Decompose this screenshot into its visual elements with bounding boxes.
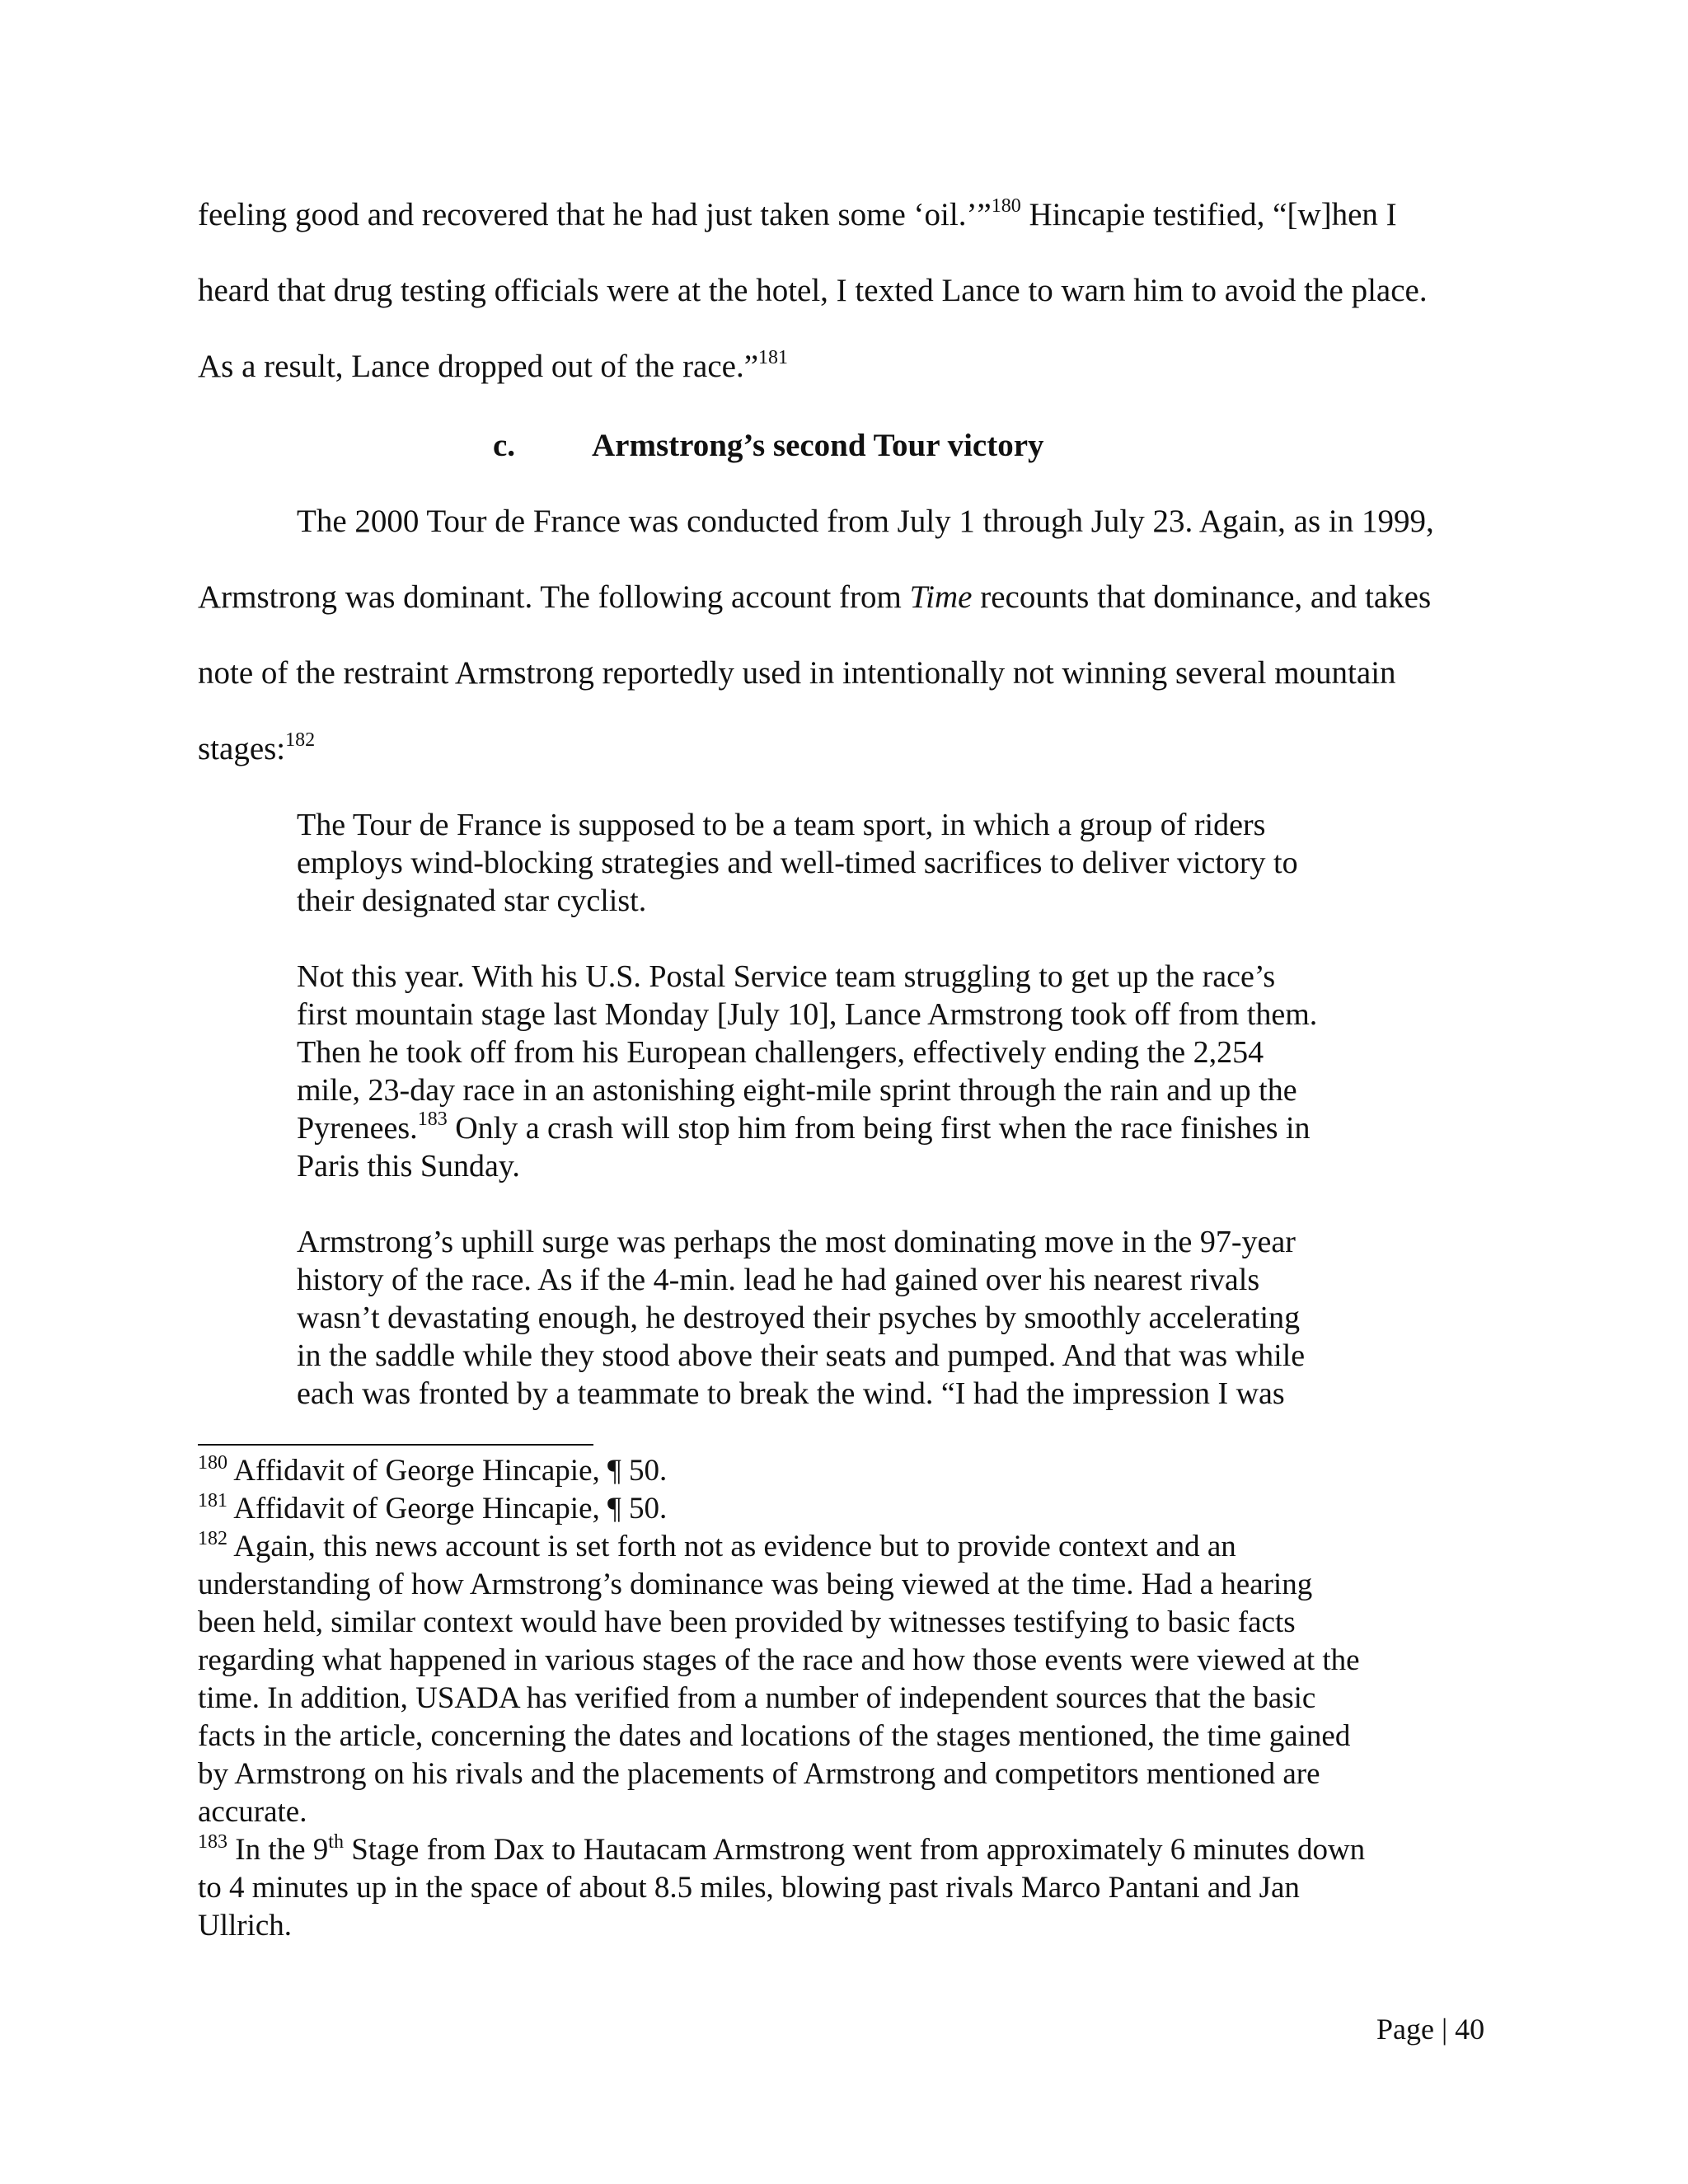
footnote-line: accurate. (198, 1795, 307, 1829)
body-line: The 2000 Tour de France was conducted from July 1 through July 23. Again, as in 1999, (297, 504, 1434, 539)
body-text: Hincapie testified, “[w]hen I (1020, 197, 1397, 232)
quote-text: Only a crash will stop him from being first when the race finishes in (447, 1111, 1311, 1146)
quote-line: history of the race. As if the 4-min. lead he had gained over his nearest rivals (297, 1263, 1260, 1297)
footnote-text: Again, this news account is set forth not as evidence but to provide context and an (227, 1530, 1236, 1563)
footnote-182 (198, 1528, 1236, 1566)
publication-title: Time (909, 579, 973, 615)
footnote-text: In the 9 (227, 1833, 329, 1867)
footnote-180 (198, 1452, 667, 1490)
footnote-number: 181 (198, 1490, 227, 1511)
footnote-line: regarding what happened in various stages of the race and how those events were viewed at the (198, 1643, 1360, 1677)
quote-line: first mountain stage last Monday [July 10], Lance Armstrong took off from them. (297, 997, 1318, 1032)
footnote-line: to 4 minutes up in the space of about 8.5 miles, blowing past rivals Marco Pantani and Jan (198, 1871, 1300, 1905)
footnote-line: been held, similar context would have been provided by witnesses testifying to basic facts (198, 1605, 1296, 1639)
ordinal-suffix: th (328, 1831, 344, 1853)
quote-line: wasn’t devastating enough, he destroyed their psyches by smoothly accelerating (297, 1301, 1301, 1335)
quote-text: Pyrenees. (297, 1111, 418, 1146)
body-line (198, 348, 788, 386)
quote-line: Then he took off from his European challengers, effectively ending the 2,254 (297, 1035, 1264, 1070)
footnote-line: facts in the article, concerning the dates and locations of the stages mentioned, the time gained (198, 1719, 1351, 1753)
section-label: c. (493, 428, 516, 463)
footnote-ref: 180 (991, 195, 1021, 217)
body-line: note of the restraint Armstrong reportedly used in intentionally not winning several mountain (198, 655, 1396, 691)
footnote-line: Ullrich. (198, 1909, 293, 1943)
quote-line: Armstrong’s uphill surge was perhaps the most dominating move in the 97-year (297, 1225, 1296, 1259)
quote-line: The Tour de France is supposed to be a team sport, in which a group of riders (297, 808, 1266, 842)
footnote-number: 183 (198, 1831, 227, 1853)
quote-line: employs wind-blocking strategies and well-timed sacrifices to deliver victory to (297, 846, 1298, 880)
footnote-line: by Armstrong on his rivals and the placements of Armstrong and competitors mentioned are (198, 1757, 1320, 1791)
quote-line: mile, 23-day race in an astonishing eight-mile sprint through the rain and up the (297, 1073, 1297, 1108)
footnote-ref: 182 (285, 729, 316, 751)
body-line (198, 579, 1431, 616)
footnote-181 (198, 1490, 667, 1528)
body-line: heard that drug testing officials were at the hotel, I texted Lance to warn him to avoid the place. (198, 273, 1428, 308)
body-text: feeling good and recovered that he had just taken some ‘oil.’” (198, 197, 992, 232)
body-text: stages: (198, 731, 286, 766)
body-text: Armstrong was dominant. The following account from (198, 579, 910, 615)
body-text: As a result, Lance dropped out of the race.” (198, 349, 759, 384)
quote-line (297, 1109, 1311, 1147)
body-line (198, 196, 1397, 234)
body-text: recounts that dominance, and takes (972, 579, 1432, 615)
page-number: Page | 40 (1376, 2013, 1485, 2046)
footnote-ref: 181 (758, 347, 789, 368)
quote-line: each was fronted by a teammate to break the wind. “I had the impression I was (297, 1376, 1285, 1411)
body-line (198, 730, 315, 768)
footnote-ref: 183 (417, 1108, 448, 1130)
footnote-text: Affidavit of George Hincapie, ¶ 50. (227, 1492, 668, 1526)
footnote-number: 182 (198, 1528, 227, 1549)
quote-line: Not this year. With his U.S. Postal Service team struggling to get up the race’s (297, 959, 1276, 994)
footnote-divider (198, 1444, 593, 1446)
footnote-line: understanding of how Armstrong’s dominance was being viewed at the time. Had a hearing (198, 1568, 1313, 1601)
quote-line: their designated star cyclist. (297, 883, 647, 918)
footnote-text: Affidavit of George Hincapie, ¶ 50. (227, 1454, 668, 1488)
footnote-183 (198, 1831, 1365, 1869)
footnote-line: time. In addition, USADA has verified from a number of independent sources that the basic (198, 1681, 1316, 1715)
quote-line: Paris this Sunday. (297, 1149, 520, 1183)
footnote-number: 180 (198, 1452, 227, 1474)
footnote-text: Stage from Dax to Hautacam Armstrong went from approximately 6 minutes down (343, 1833, 1366, 1867)
section-title: Armstrong’s second Tour victory (592, 428, 1044, 463)
section-heading (493, 427, 1044, 465)
quote-line: in the saddle while they stood above their seats and pumped. And that was while (297, 1338, 1306, 1373)
